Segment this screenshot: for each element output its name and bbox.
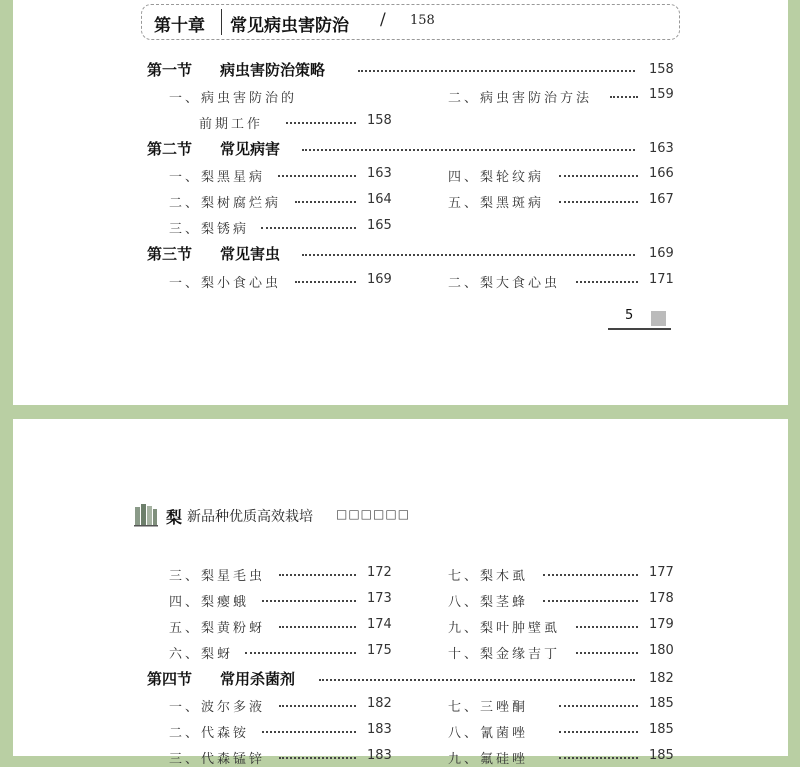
toc-item: 八、梨茎蜂 (448, 595, 529, 610)
leader-dots (295, 281, 356, 283)
page-marker-square (651, 311, 666, 326)
toc-item: 四、梨轮纹病 (448, 170, 545, 185)
leader-dots (286, 122, 356, 124)
leader-dots (279, 757, 356, 759)
toc-item: 二、代森铵 (169, 726, 250, 741)
leader-dots (245, 652, 356, 654)
leader-dots (319, 679, 635, 681)
page-six (13, 419, 788, 767)
toc-page: 183 (367, 722, 392, 737)
leader-dots (543, 574, 638, 576)
toc-page: 174 (367, 617, 392, 632)
toc-page: 165 (367, 218, 392, 233)
toc-item: 五、梨黄粉蚜 (169, 621, 266, 636)
leader-dots (279, 574, 356, 576)
toc-item: 七、三唑酮 (448, 700, 529, 715)
leader-dots (559, 731, 638, 733)
section-2-title: 常见病害 (220, 140, 281, 158)
toc-page: 159 (649, 87, 674, 102)
leader-dots (279, 705, 356, 707)
toc-page: 185 (649, 748, 674, 763)
section-4-label: 第四节 (147, 670, 193, 688)
book-title: 新品种优质高效栽培 (187, 509, 313, 525)
leader-dots (559, 757, 638, 759)
page-number-block (608, 308, 671, 330)
section-4-page: 182 (649, 671, 674, 686)
toc-item: 二、梨大食心虫 (448, 276, 561, 291)
section-2-label: 第二节 (147, 140, 193, 158)
leader-dots (261, 227, 356, 229)
leader-dots (302, 149, 635, 151)
leader-dots (262, 731, 356, 733)
toc-page: 172 (367, 565, 392, 580)
toc-page: 171 (649, 272, 674, 287)
page-five (13, 0, 788, 405)
toc-page: 179 (649, 617, 674, 632)
toc-page: 166 (649, 166, 674, 181)
chapter-divider (221, 9, 222, 35)
chapter-number: 第十章 (154, 16, 205, 36)
leader-dots (543, 600, 638, 602)
leader-dots (279, 626, 356, 628)
page-number: 5 (625, 308, 634, 323)
section-3-page: 169 (649, 246, 674, 261)
book-pear-char: 梨 (166, 508, 183, 527)
toc-item: 三、代森锰锌 (169, 752, 266, 767)
books-icon (133, 501, 159, 527)
toc-item: 一、波尔多液 (169, 700, 266, 715)
leader-dots (559, 175, 638, 177)
leader-dots (278, 175, 356, 177)
toc-item: 一、梨黑星病 (169, 170, 266, 185)
toc-page: 175 (367, 643, 392, 658)
leader-dots (302, 254, 635, 256)
toc-item: 六、梨蚜 (169, 647, 234, 662)
toc-item: 三、梨星毛虫 (169, 569, 266, 584)
section-3-title: 常见害虫 (220, 245, 281, 263)
toc-item: 二、病虫害防治方法 (448, 91, 593, 106)
toc-page: 164 (367, 192, 392, 207)
toc-page: 178 (649, 591, 674, 606)
toc-page: 182 (367, 696, 392, 711)
leader-dots (295, 201, 356, 203)
toc-item: 一、病虫害防治的 (169, 91, 298, 106)
section-3-label: 第三节 (147, 245, 193, 263)
toc-item: 二、梨树腐烂病 (169, 196, 282, 211)
toc-page: 185 (649, 722, 674, 737)
toc-item: 七、梨木虱 (448, 569, 529, 584)
toc-item: 十、梨金缘吉丁 (448, 647, 561, 662)
leader-dots (262, 600, 356, 602)
toc-page: 185 (649, 696, 674, 711)
chapter-title: 常见病虫害防治 (230, 16, 349, 36)
toc-item: 四、梨瘿蛾 (169, 595, 250, 610)
toc-item: 五、梨黑斑病 (448, 196, 545, 211)
leader-dots (358, 70, 635, 72)
chapter-header (141, 4, 680, 40)
toc-page: 167 (649, 192, 674, 207)
section-1-title: 病虫害防治策略 (220, 61, 326, 79)
section-1-label: 第一节 (147, 61, 193, 79)
toc-item: 九、梨叶肿壁虱 (448, 621, 561, 636)
toc-item: 一、梨小食心虫 (169, 276, 282, 291)
leader-dots (576, 652, 638, 654)
toc-page: 158 (367, 113, 392, 128)
toc-item: 三、梨锈病 (169, 222, 250, 237)
leader-dots (576, 281, 638, 283)
leader-dots (559, 705, 638, 707)
toc-item: 九、氟硅唑 (448, 752, 529, 767)
chapter-page: 158 (410, 13, 435, 28)
title-boxes: □□□□□□ (336, 507, 411, 521)
leader-dots (576, 626, 638, 628)
toc-page: 183 (367, 748, 392, 763)
chapter-slash: / (380, 10, 386, 30)
toc-page: 180 (649, 643, 674, 658)
section-1-page: 158 (649, 62, 674, 77)
toc-page: 169 (367, 272, 392, 287)
section-2-page: 163 (649, 141, 674, 156)
toc-item: 前期工作 (199, 117, 264, 132)
toc-page: 163 (367, 166, 392, 181)
toc-item: 八、氰菌唑 (448, 726, 529, 741)
leader-dots (559, 201, 638, 203)
toc-page: 177 (649, 565, 674, 580)
section-4-title: 常用杀菌剂 (220, 670, 296, 688)
toc-page: 173 (367, 591, 392, 606)
leader-dots (610, 96, 638, 98)
